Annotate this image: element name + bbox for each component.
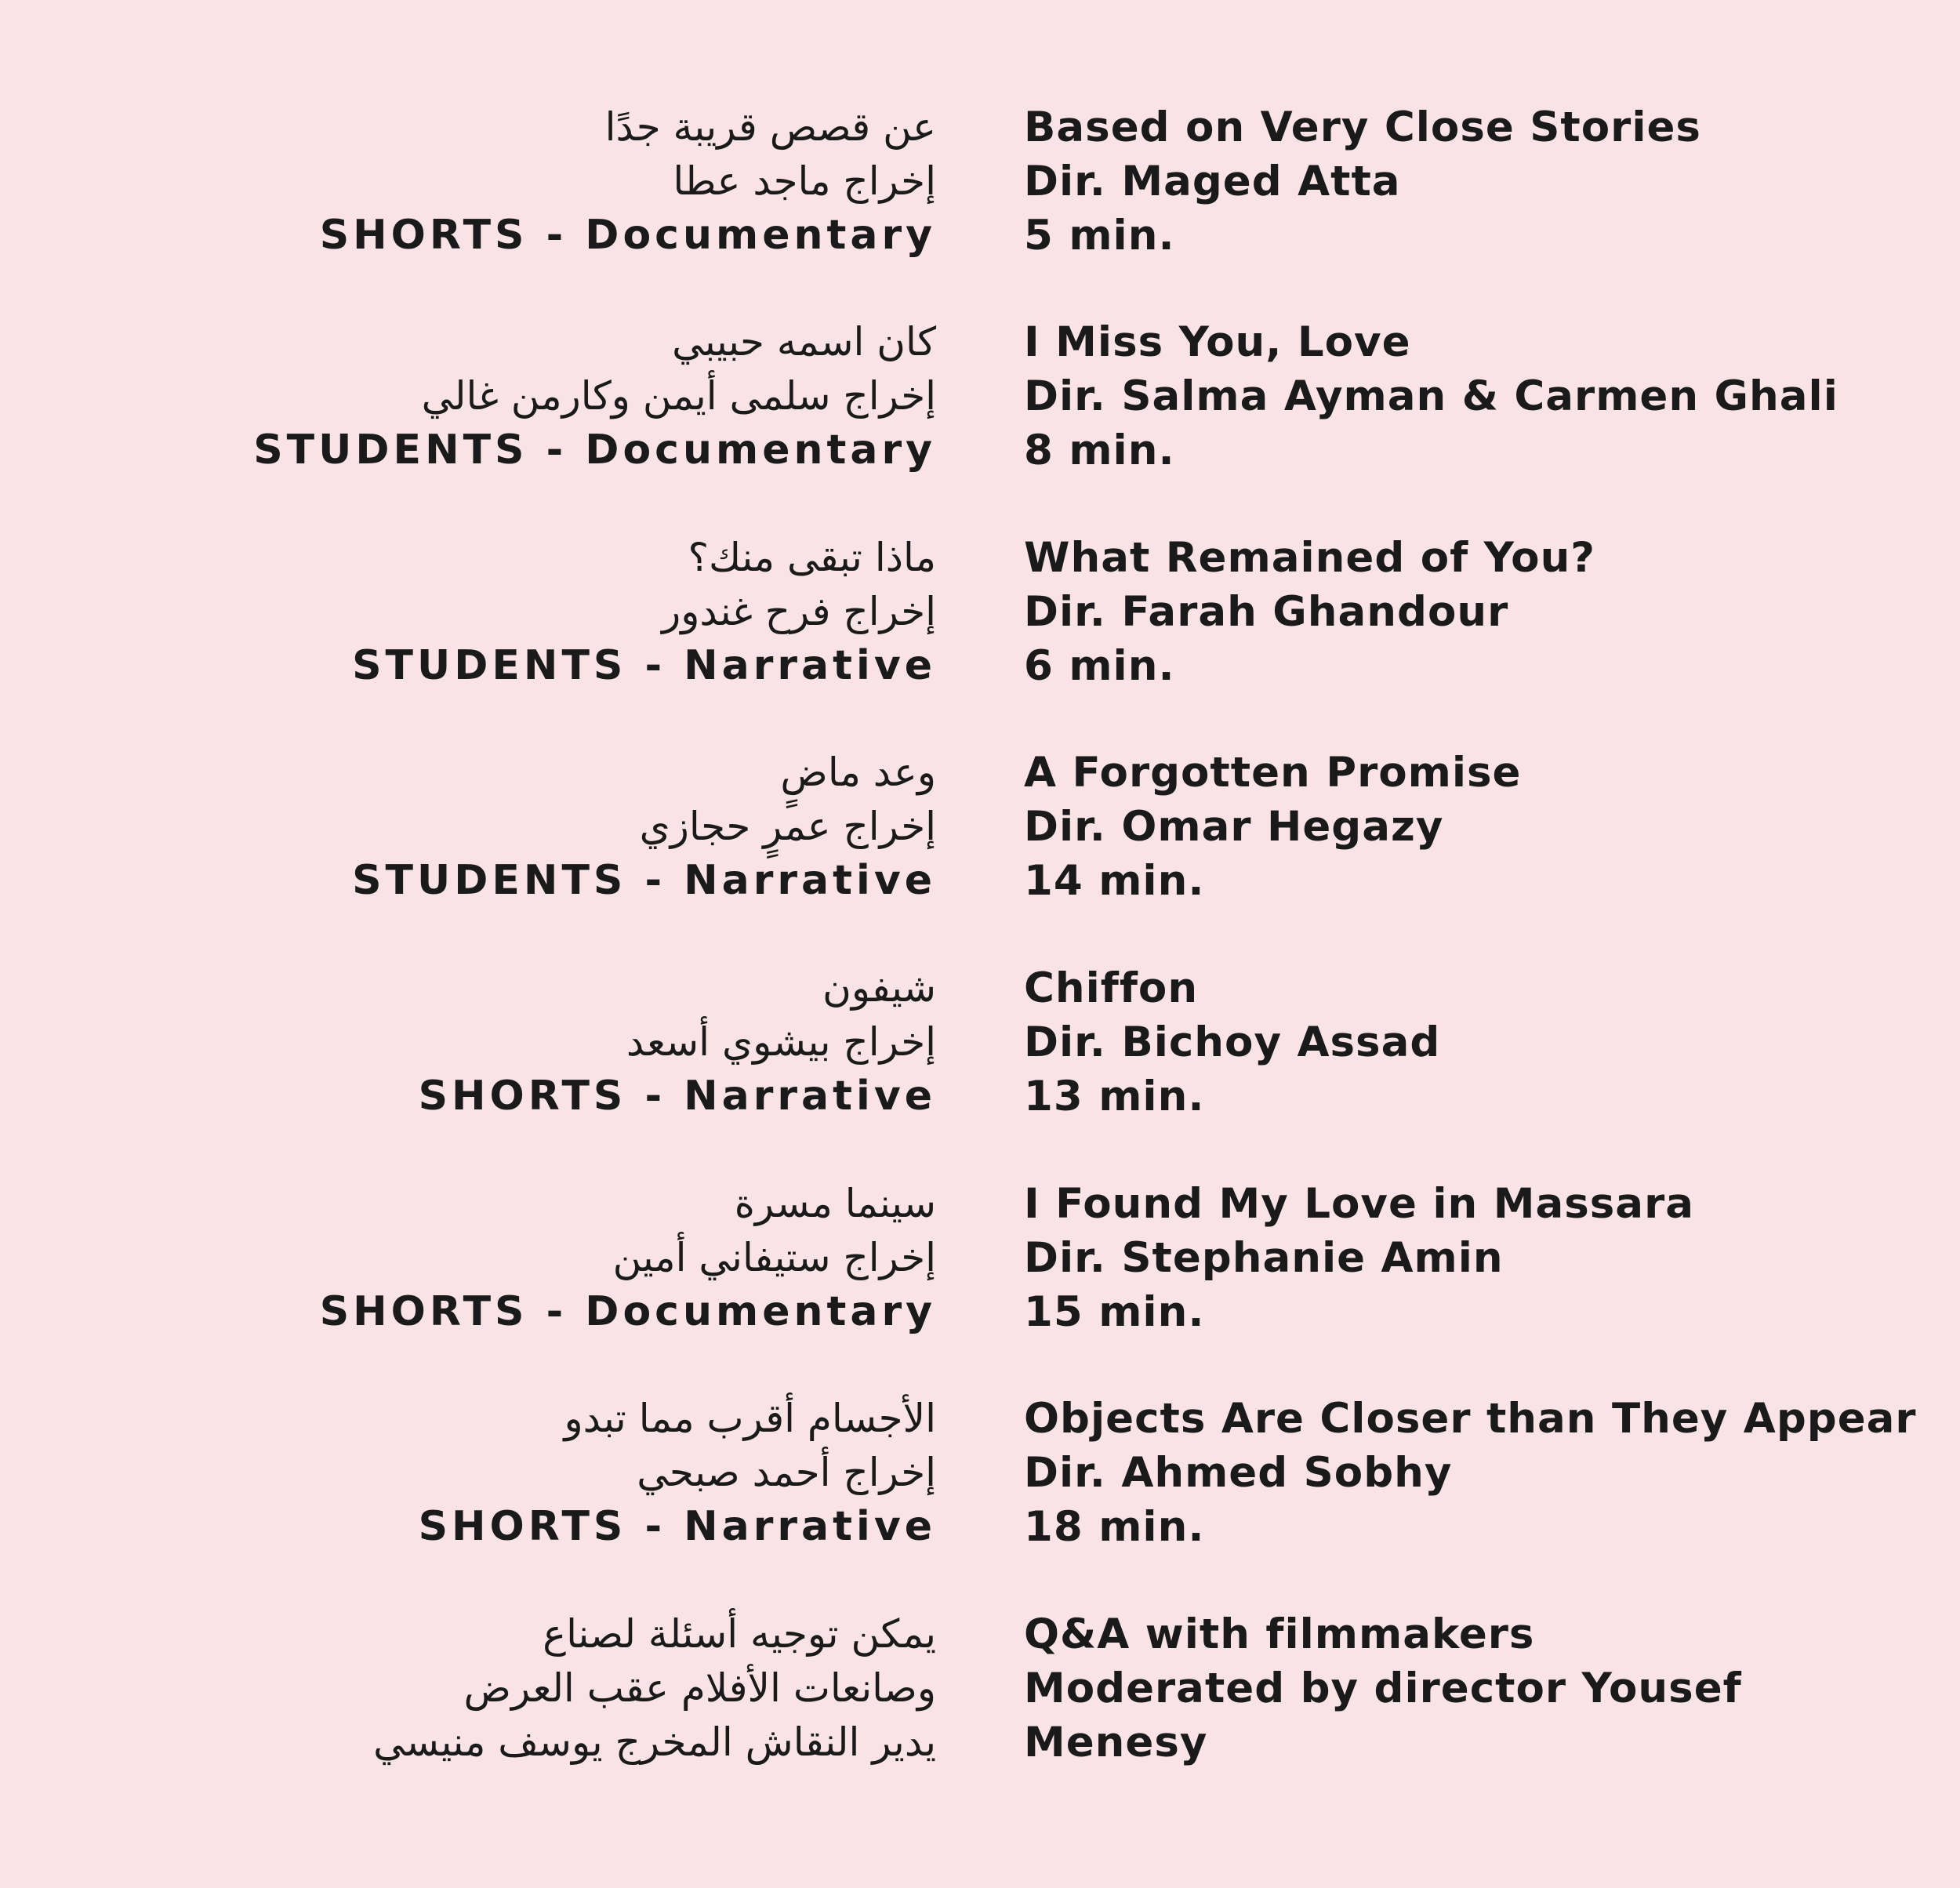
qa-entry bbox=[0, 1607, 1960, 1772]
film-title-arabic: كان اسمه حبيبي bbox=[672, 319, 936, 365]
film-title-english: Chiffon bbox=[1024, 964, 1199, 1012]
director-english: Dir. Omar Hegazy bbox=[1024, 803, 1444, 851]
film-category: STUDENTS - Narrative bbox=[352, 642, 936, 689]
director-arabic: إخراج سلمى أيمن وكارمن غالي bbox=[421, 373, 936, 419]
director-arabic: إخراج فرح غندور bbox=[662, 589, 936, 634]
film-title-arabic: شيفون bbox=[822, 965, 936, 1011]
arabic-column bbox=[152, 746, 936, 908]
arabic-column bbox=[152, 100, 936, 263]
film-category: STUDENTS - Documentary bbox=[253, 427, 936, 474]
qa-english-line-1: Q&A with filmmakers bbox=[1024, 1610, 1535, 1658]
film-duration: 13 min. bbox=[1024, 1073, 1205, 1120]
english-column bbox=[1024, 531, 1949, 693]
arabic-column bbox=[152, 961, 936, 1124]
english-column bbox=[1024, 100, 1949, 263]
film-category: SHORTS - Documentary bbox=[319, 1288, 936, 1335]
film-entry bbox=[0, 1177, 1960, 1342]
director-arabic: إخراج بيشوي أسعد bbox=[626, 1019, 936, 1065]
film-entry bbox=[0, 1392, 1960, 1556]
film-title-arabic: الأجسام أقرب مما تبدو bbox=[564, 1396, 936, 1441]
director-english: Dir. Stephanie Amin bbox=[1024, 1234, 1504, 1282]
english-column bbox=[1024, 1392, 1949, 1554]
film-duration: 6 min. bbox=[1024, 642, 1175, 690]
film-title-english: What Remained of You? bbox=[1024, 534, 1596, 582]
film-category: SHORTS - Documentary bbox=[319, 212, 936, 259]
director-arabic: إخراج ماجد عطا bbox=[673, 158, 936, 204]
film-duration: 15 min. bbox=[1024, 1288, 1205, 1336]
qa-arabic-line-3: يدير النقاش المخرج يوسف منيسي bbox=[373, 1719, 936, 1765]
film-title-arabic: وعد ماضٍ bbox=[780, 750, 936, 795]
film-entry bbox=[0, 746, 1960, 910]
english-column bbox=[1024, 315, 1949, 477]
film-entry bbox=[0, 531, 1960, 695]
film-title-english: I Found My Love in Massara bbox=[1024, 1180, 1694, 1228]
film-duration: 5 min. bbox=[1024, 212, 1175, 260]
director-arabic: إخراج أحمد صبحي bbox=[637, 1450, 936, 1495]
film-duration: 18 min. bbox=[1024, 1503, 1205, 1551]
film-title-arabic: سينما مسرة bbox=[734, 1181, 936, 1226]
film-title-arabic: ماذا تبقى منك؟ bbox=[688, 535, 936, 580]
arabic-column bbox=[152, 315, 936, 477]
film-category: SHORTS - Narrative bbox=[418, 1503, 936, 1550]
film-duration: 14 min. bbox=[1024, 857, 1205, 905]
film-title-english: Based on Very Close Stories bbox=[1024, 103, 1701, 151]
arabic-column bbox=[152, 1177, 936, 1339]
film-entry bbox=[0, 315, 1960, 480]
film-category: SHORTS - Narrative bbox=[418, 1073, 936, 1120]
director-english: Dir. Farah Ghandour bbox=[1024, 588, 1509, 636]
film-title-english: I Miss You, Love bbox=[1024, 318, 1411, 366]
arabic-column bbox=[152, 531, 936, 693]
director-english: Dir. Maged Atta bbox=[1024, 158, 1401, 205]
film-title-english: Objects Are Closer than They Appear bbox=[1024, 1395, 1917, 1443]
director-english: Dir. Salma Ayman & Carmen Ghali bbox=[1024, 372, 1838, 420]
qa-arabic-line-1: يمكن توجيه أسئلة لصناع bbox=[543, 1611, 936, 1657]
director-english: Dir. Bichoy Assad bbox=[1024, 1018, 1441, 1066]
film-category: STUDENTS - Narrative bbox=[352, 857, 936, 904]
arabic-column bbox=[152, 1392, 936, 1554]
arabic-column bbox=[152, 1607, 936, 1770]
director-arabic: إخراج ستيفاني أمين bbox=[612, 1235, 936, 1280]
film-title-arabic: عن قصص قريبة جدًا bbox=[604, 104, 936, 150]
qa-arabic-line-2: وصانعات الأفلام عقب العرض bbox=[463, 1665, 936, 1711]
film-title-english: A Forgotten Promise bbox=[1024, 749, 1522, 797]
film-entry bbox=[0, 100, 1960, 265]
qa-english-line-2: Moderated by director Yousef bbox=[1024, 1665, 1742, 1712]
director-arabic: إخراج عمرٍ حجازي bbox=[639, 804, 936, 849]
director-english: Dir. Ahmed Sobhy bbox=[1024, 1449, 1453, 1497]
english-column bbox=[1024, 746, 1949, 908]
english-column bbox=[1024, 1607, 1949, 1770]
film-duration: 8 min. bbox=[1024, 427, 1175, 474]
film-entry bbox=[0, 961, 1960, 1126]
english-column bbox=[1024, 1177, 1949, 1339]
qa-english-line-3: Menesy bbox=[1024, 1719, 1208, 1766]
english-column bbox=[1024, 961, 1949, 1124]
